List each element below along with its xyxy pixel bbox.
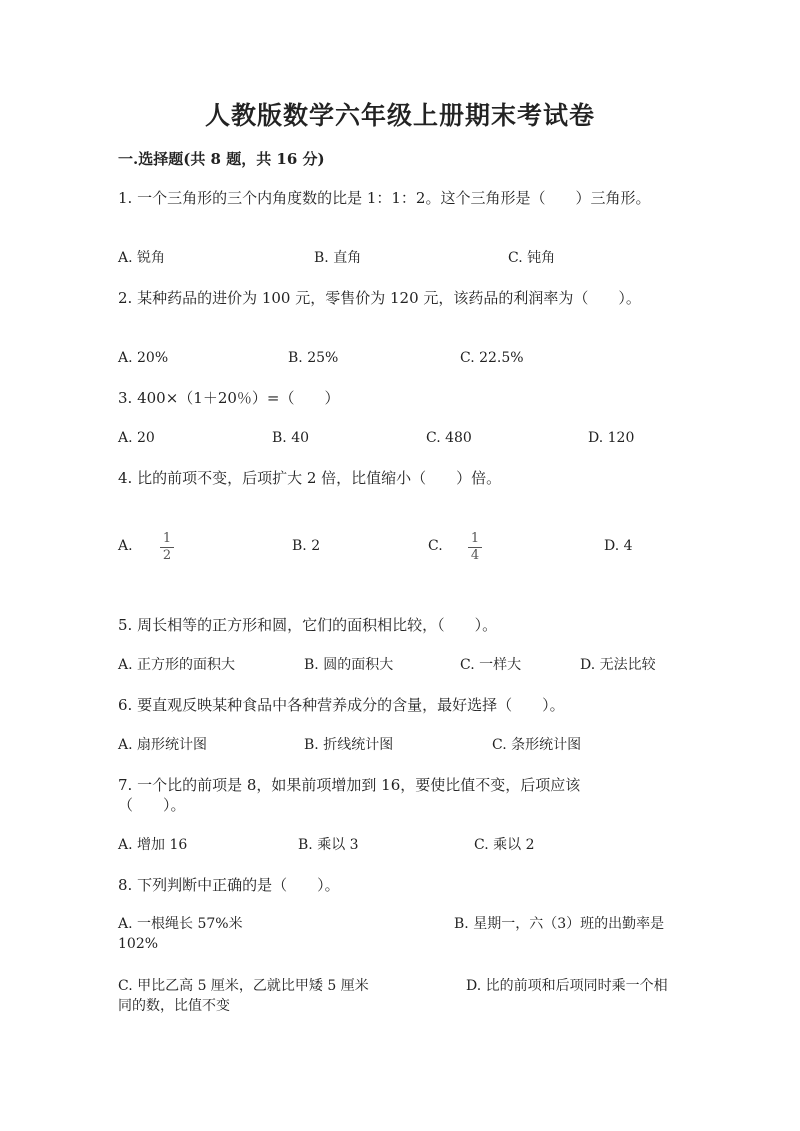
- q7-option-b[interactable]: B. 乘以 3: [298, 837, 359, 853]
- page-title: 人教版数学六年级上册期末考试卷: [204, 101, 595, 130]
- q3-option-a[interactable]: A. 20: [118, 430, 155, 446]
- q6-option-a[interactable]: A. 扇形统计图: [118, 737, 208, 753]
- q6-option-c[interactable]: C. 条形统计图: [492, 737, 582, 753]
- q8-option-a[interactable]: A. 一根绳长 57%米: [118, 916, 243, 932]
- q2-option-a[interactable]: A. 20%: [118, 350, 169, 366]
- q2-option-c[interactable]: C. 22.5%: [460, 350, 524, 366]
- q4-fraction-c: [468, 532, 482, 563]
- q1-option-b[interactable]: B. 直角: [314, 250, 362, 266]
- q5-option-c[interactable]: C. 一样大: [460, 657, 522, 673]
- q4-option-c[interactable]: C.: [428, 538, 443, 554]
- q8-option-b[interactable]: B. 星期一，六（3）班的出勤率是 102%: [118, 916, 665, 952]
- q4-fraction-a: [160, 532, 174, 563]
- q5-option-d[interactable]: D. 无法比较: [580, 657, 656, 673]
- fraction-denominator: 4: [470, 548, 480, 563]
- q4-option-b[interactable]: B. 2: [292, 538, 321, 554]
- q3-option-c[interactable]: C. 480: [426, 430, 472, 446]
- question-5: 5. 周长相等的正方形和圆，它们的面积相比较，（ ）。: [118, 616, 498, 634]
- question-4: 4. 比的前项不变，后项扩大 2 倍，比值缩小（ ）倍。: [118, 469, 502, 487]
- question-3: 3. 400×（1＋20％）=（ ）: [118, 389, 340, 407]
- q2-option-b[interactable]: B. 25%: [288, 350, 339, 366]
- section-heading: 一.选择题(共 8 题，共 16 分): [118, 150, 325, 168]
- q7-option-a[interactable]: A. 增加 16: [118, 837, 188, 853]
- q8-option-d[interactable]: D. 比的前项和后项同时乘一个相同的数，比值不变: [118, 978, 668, 1014]
- q6-option-b[interactable]: B. 折线统计图: [304, 737, 394, 753]
- q4-option-d[interactable]: D. 4: [604, 538, 633, 554]
- fraction-numerator: 1: [470, 531, 480, 546]
- question-2: 2. 某种药品的进价为 100 元，零售价为 120 元，该药品的利润率为（ ）。: [118, 289, 641, 307]
- q5-option-a[interactable]: A. 正方形的面积大: [118, 657, 236, 673]
- fraction-denominator: 2: [162, 548, 172, 563]
- question-8: 8. 下列判断中正确的是（ ）。: [118, 876, 340, 894]
- q4-option-a[interactable]: A.: [118, 538, 133, 554]
- question-1: 1. 一个三角形的三个内角度数的比是 1：1：2。这个三角形是（ ）三角形。: [118, 189, 651, 207]
- q7-option-c[interactable]: C. 乘以 2: [474, 837, 535, 853]
- fraction-numerator: 1: [162, 531, 172, 546]
- q5-option-b[interactable]: B. 圆的面积大: [304, 657, 394, 673]
- q3-option-b[interactable]: B. 40: [272, 430, 310, 446]
- q3-option-d[interactable]: D. 120: [588, 430, 635, 446]
- q8-option-c[interactable]: C. 甲比乙高 5 厘米，乙就比甲矮 5 厘米: [118, 978, 369, 994]
- q1-option-c[interactable]: C. 钝角: [508, 250, 556, 266]
- question-6: 6. 要直观反映某种食品中各种营养成分的含量，最好选择（ ）。: [118, 696, 565, 714]
- question-7: 7. 一个比的前项是 8，如果前项增加到 16，要使比值不变，后项应该（ ）。: [118, 776, 581, 814]
- q1-option-a[interactable]: A. 锐角: [118, 250, 166, 266]
